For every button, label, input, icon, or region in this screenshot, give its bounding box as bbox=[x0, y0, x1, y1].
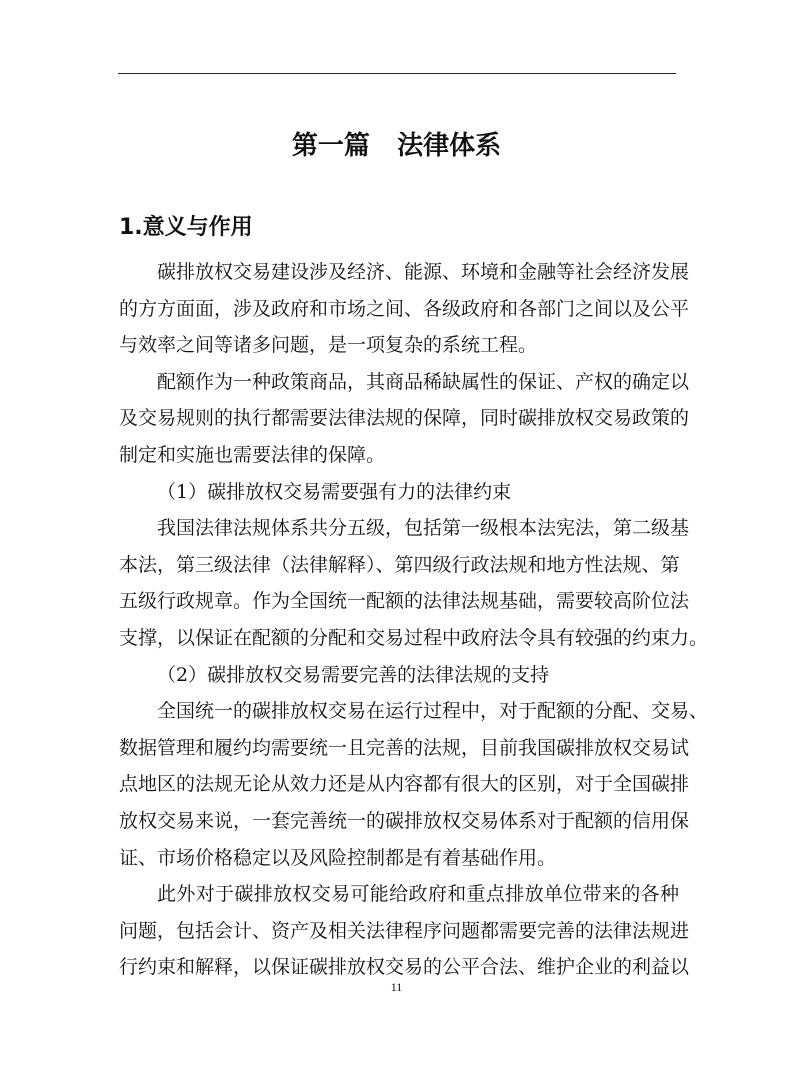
header-rule bbox=[118, 73, 676, 74]
paragraph-line: 点地区的法规无论从效力还是从内容都有很大的区别，对于全国碳排 bbox=[119, 773, 690, 796]
subheading-line: （1）碳排放权交易需要强有力的法律约束 bbox=[157, 480, 512, 503]
paragraph-line: 本法，第三级法律（法律解释）、第四级行政法规和地方性法规、第 bbox=[119, 553, 680, 576]
paragraph-line: 及交易规则的执行都需要法律法规的保障，同时碳排放权交易政策的 bbox=[119, 407, 690, 430]
paragraph-line: 全国统一的碳排放权交易在运行过程中，对于配额的分配、交易、 bbox=[157, 700, 709, 723]
paragraph-line: 问题，包括会计、资产及相关法律程序问题都需要完善的法律法规进 bbox=[119, 919, 690, 942]
paragraph-line: 制定和实施也需要法律的保障。 bbox=[119, 443, 386, 466]
paragraph-line: 与效率之间等诸多问题，是一项复杂的系统工程。 bbox=[119, 334, 538, 357]
paragraph-line: 放权交易来说，一套完善统一的碳排放权交易体系对于配额的信用保 bbox=[119, 809, 690, 832]
paragraph-line: 的方方面面，涉及政府和市场之间、各级政府和各部门之间以及公平 bbox=[119, 297, 690, 320]
paragraph-line: 配额作为一种政策商品，其商品稀缺属性的保证、产权的确定以 bbox=[157, 370, 690, 393]
body-text bbox=[119, 254, 709, 986]
paragraph-line: 此外对于碳排放权交易可能给政府和重点排放单位带来的各种 bbox=[157, 883, 679, 906]
paragraph-line: 碳排放权交易建设涉及经济、能源、环境和金融等社会经济发展 bbox=[157, 261, 690, 283]
page-number: 11 bbox=[390, 980, 403, 994]
part-title: 第一篇 法律体系 bbox=[291, 131, 502, 161]
subheading-line: （2）碳排放权交易需要完善的法律法规的支持 bbox=[157, 663, 550, 686]
paragraph-line: 行约束和解释，以保证碳排放权交易的公平合法、维护企业的利益以 bbox=[119, 956, 690, 979]
paragraph-line: 证、市场价格稳定以及风险控制都是有着基础作用。 bbox=[119, 846, 557, 869]
section-heading: 1.意义与作用 bbox=[119, 215, 253, 240]
paragraph-line: 数据管理和履约均需要统一且完善的法规，目前我国碳排放权交易试 bbox=[119, 736, 690, 759]
paragraph-line: 支撑，以保证在配额的分配和交易过程中政府法令具有较强的约束力。 bbox=[119, 626, 709, 649]
paragraph-line: 五级行政规章。作为全国统一配额的法律法规基础，需要较高阶位法 bbox=[119, 590, 690, 613]
paragraph-line: 我国法律法规体系共分五级，包括第一级根本法宪法，第二级基 bbox=[157, 517, 690, 540]
